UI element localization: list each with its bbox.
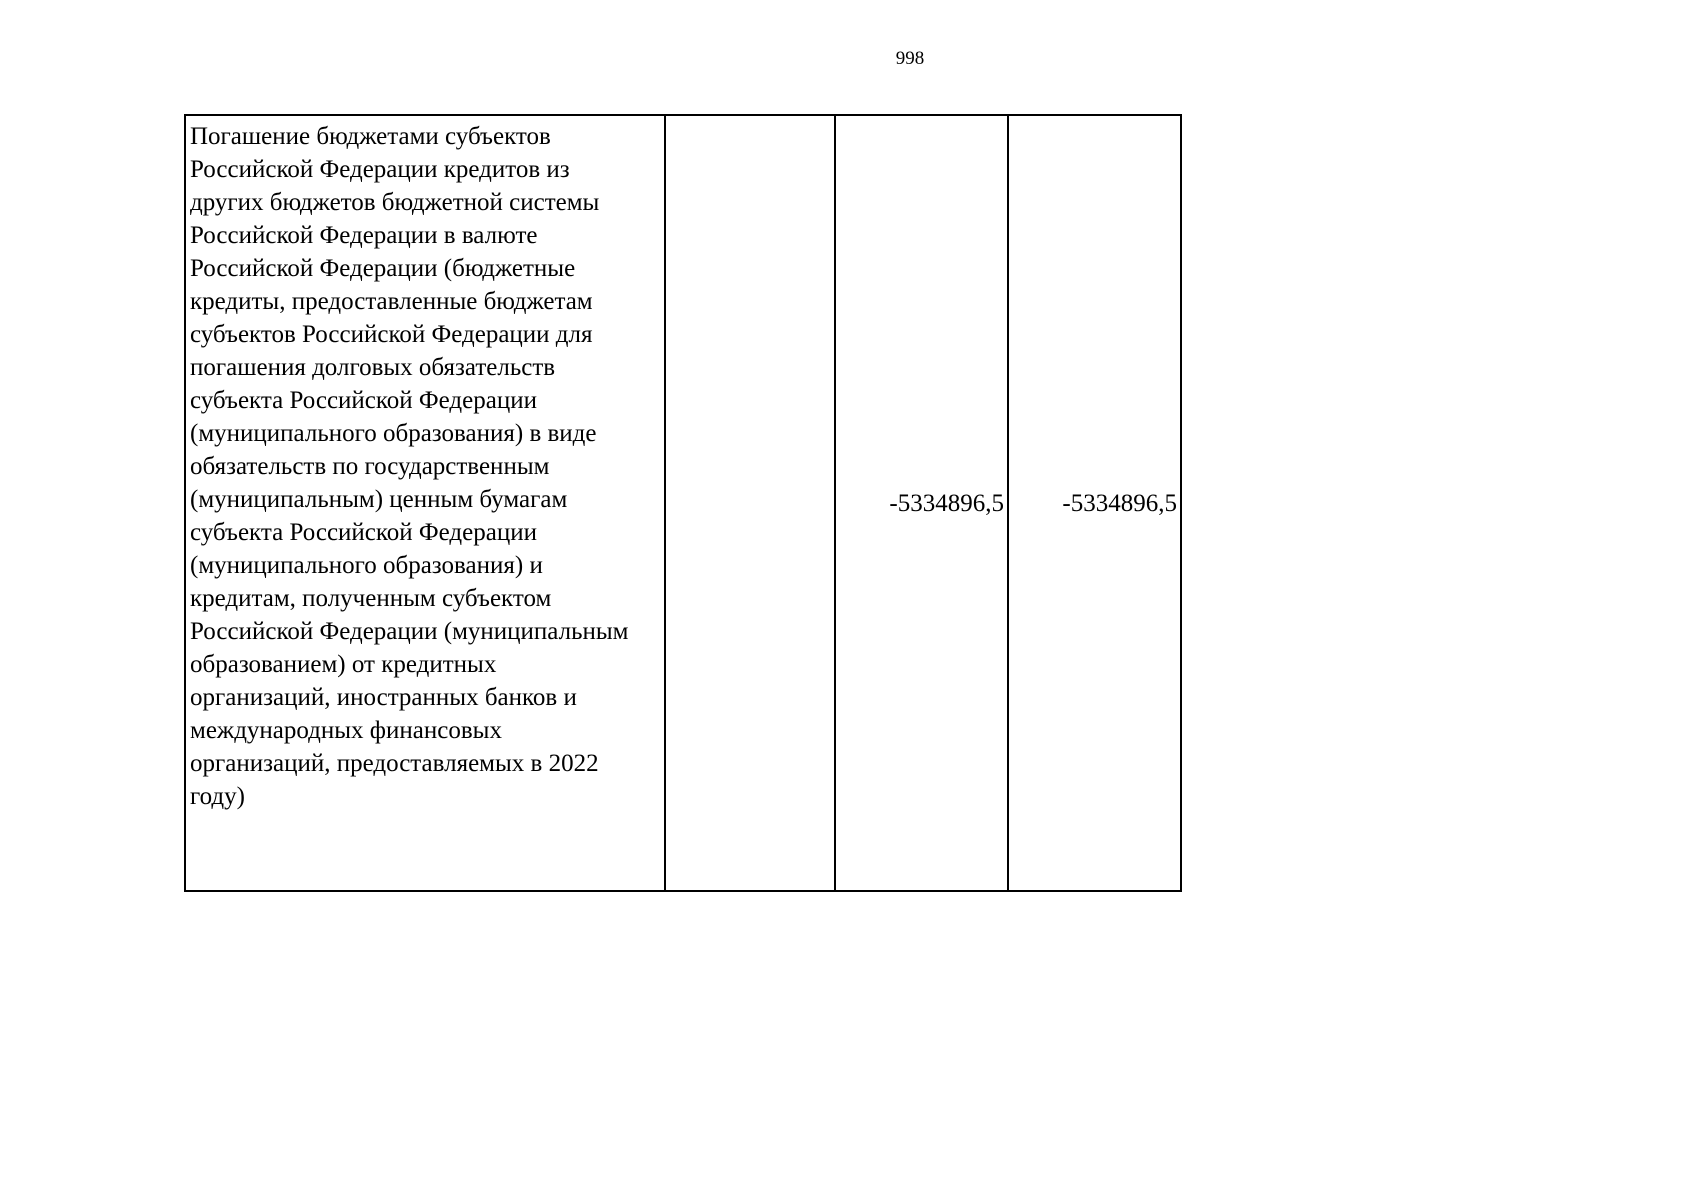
value-cell-1: -5334896,5 bbox=[835, 115, 1008, 891]
description-text: Погашение бюджетами субъектов Российской Федерации кредитов из других бюджетов бюджетной системы Российской Федерации в валюте Российской Федерации (бюджетные кредиты, предоставленные бюджетам субъектов Российской Федерации для погашения долговых обязательств субъекта Российской Федерации (муниципального образования) в виде обязательств по государственным (муниципальным) ценным бумагам субъекта Российской Федерации (муниципального образования) и кредитам, полученным субъектом Российской Федерации (муниципальным образованием) от кредитных организаций, иностранных банков и международных финансовых организаций, предоставляемых в 2022 году) bbox=[190, 123, 629, 810]
value-cell-2: -5334896,5 bbox=[1008, 115, 1181, 891]
budget-table bbox=[184, 114, 1182, 892]
description-cell bbox=[185, 115, 665, 891]
page-number: 998 bbox=[895, 48, 925, 69]
code-cell bbox=[665, 115, 835, 891]
table-row bbox=[185, 115, 1181, 891]
